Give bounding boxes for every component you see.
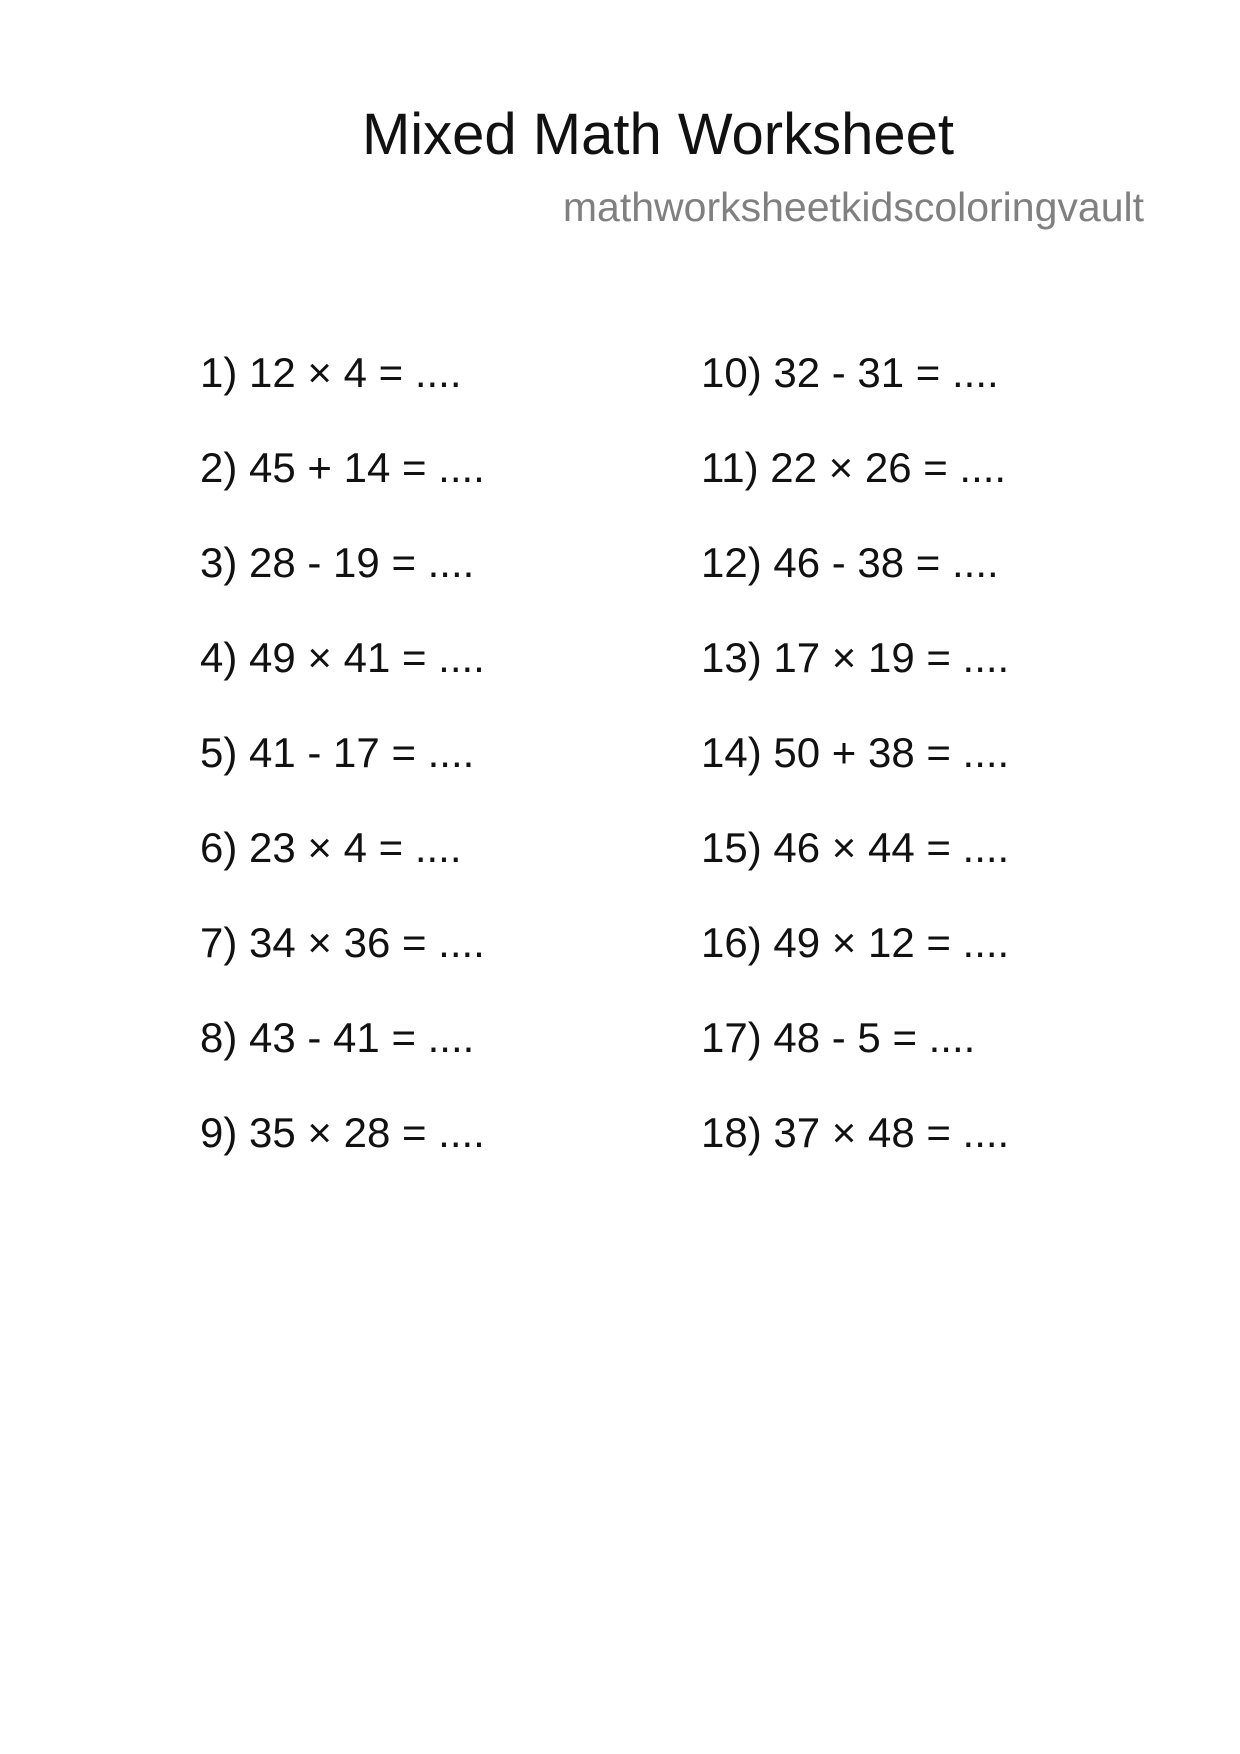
page-subtitle: mathworksheetkidscoloringvault <box>562 184 1144 230</box>
math-problem: 14) 50 + 38 = .... <box>701 729 1010 776</box>
page-title: Mixed Math Worksheet <box>361 102 955 167</box>
math-problem: 12) 46 - 38 = .... <box>701 539 999 586</box>
math-problem: 3) 28 - 19 = .... <box>200 539 475 586</box>
math-problem: 13) 17 × 19 = .... <box>701 634 1010 681</box>
math-problem: 18) 37 × 48 = .... <box>701 1109 1010 1156</box>
math-problem: 9) 35 × 28 = .... <box>200 1109 485 1156</box>
problem-list-left <box>200 348 485 1203</box>
math-problem: 6) 23 × 4 = .... <box>200 824 462 871</box>
math-problem: 5) 41 - 17 = .... <box>200 729 475 776</box>
math-problem: 17) 48 - 5 = .... <box>701 1014 976 1061</box>
math-problem: 4) 49 × 41 = .... <box>200 634 485 681</box>
math-problem: 15) 46 × 44 = .... <box>701 824 1010 871</box>
math-problem: 7) 34 × 36 = .... <box>200 919 485 966</box>
math-problem: 16) 49 × 12 = .... <box>701 919 1010 966</box>
problem-list-right <box>701 348 1009 1203</box>
math-problem: 10) 32 - 31 = .... <box>701 349 999 396</box>
math-problem: 1) 12 × 4 = .... <box>200 349 462 396</box>
math-problem: 11) 22 × 26 = .... <box>701 444 1007 491</box>
math-problem: 2) 45 + 14 = .... <box>200 444 485 491</box>
math-problem: 8) 43 - 41 = .... <box>200 1014 475 1061</box>
